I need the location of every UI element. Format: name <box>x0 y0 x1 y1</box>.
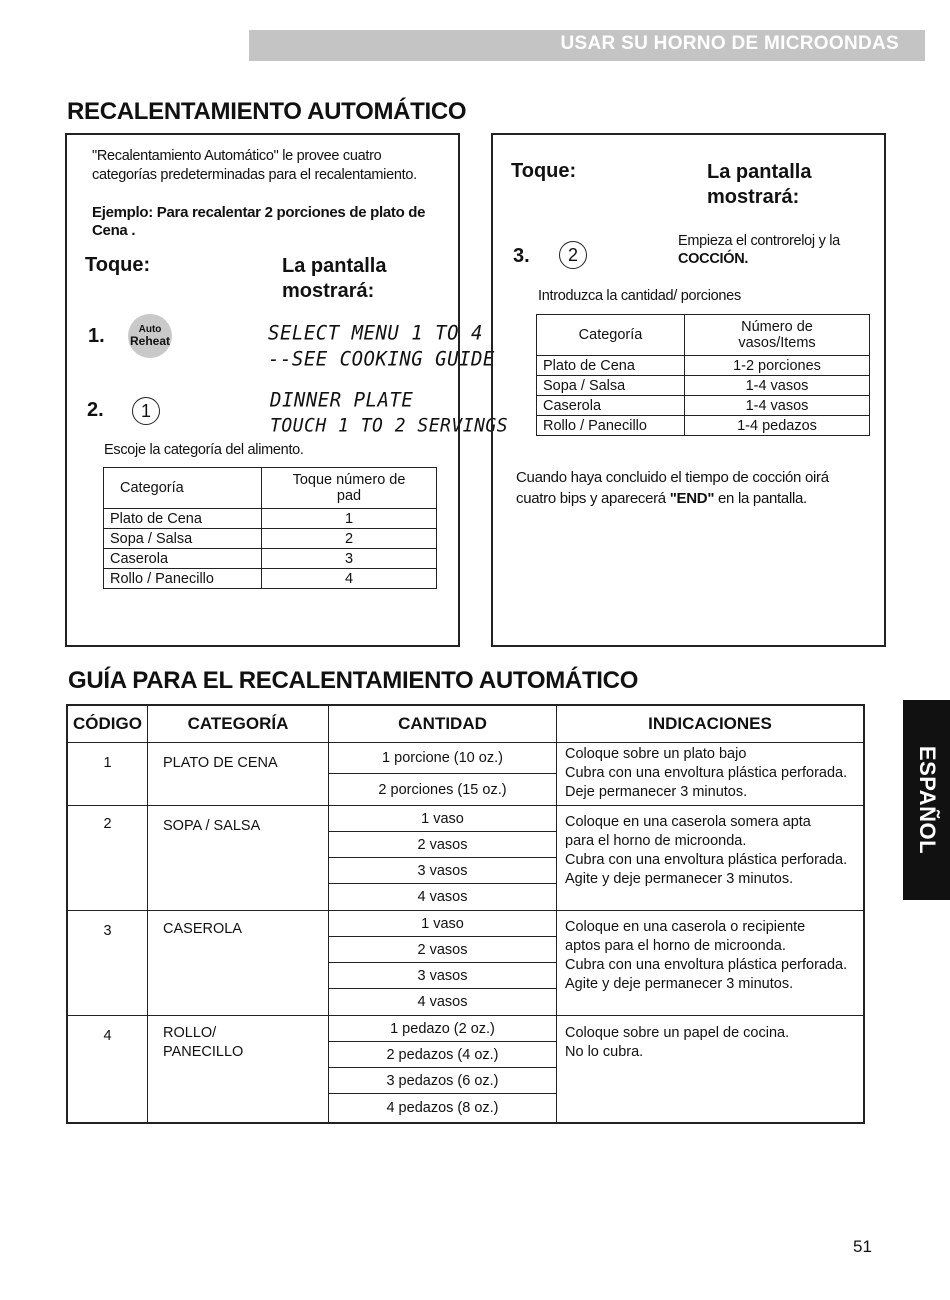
category-line: PANECILLO <box>163 1044 244 1060</box>
display-label: La pantalla mostrará: <box>282 255 387 302</box>
table-row <box>67 1016 864 1042</box>
cell-category <box>148 1016 329 1124</box>
step-3-display <box>678 232 840 268</box>
table-row <box>537 376 870 396</box>
cell-category: Plato de Cena <box>537 356 685 376</box>
category-pad-table <box>103 467 437 589</box>
cell-pad: 3 <box>262 549 437 569</box>
quantity-note: Introduzca la cantidad/ porciones <box>538 288 741 304</box>
table-row <box>537 416 870 436</box>
cell-amount: 4 vasos <box>329 989 557 1016</box>
language-tab-label: ESPAÑOL <box>914 745 940 855</box>
cell-category: SOPA / SALSA <box>148 806 329 911</box>
cell-quantity: 1-4 vasos <box>685 376 870 396</box>
step-3-number: 3. <box>513 245 530 267</box>
cell-pad: 1 <box>262 509 437 529</box>
cell-quantity: 1-4 pedazos <box>685 416 870 436</box>
table-row <box>104 529 437 549</box>
instruction-line: Cubra con una envoltura plástica perforada. <box>565 852 848 868</box>
display-text-coccion: COCCIÓN. <box>678 251 749 267</box>
number-pad-2[interactable]: 2 <box>559 241 587 269</box>
cell-amount: 2 vasos <box>329 832 557 858</box>
quantity-table <box>536 314 870 436</box>
cell-instructions <box>557 743 865 806</box>
cell-category: Sopa / Salsa <box>537 376 685 396</box>
step-1-number: 1. <box>88 325 105 347</box>
table-row <box>537 396 870 416</box>
display-text-timer: Empieza el controreloj y la <box>678 233 840 249</box>
cell-category: CASEROLA <box>148 911 329 1016</box>
display-line-see-guide: --SEE COOKING GUIDE <box>268 347 495 371</box>
number-pad-1[interactable]: 1 <box>132 397 160 425</box>
cell-pad: 2 <box>262 529 437 549</box>
header-categoria: Categoría <box>104 468 262 509</box>
cell-category: Sopa / Salsa <box>104 529 262 549</box>
language-side-tab <box>903 700 950 900</box>
example-text: Ejemplo: Para recalentar 2 porciones de plato de Cena . <box>92 204 426 239</box>
display-line-touch-servings: TOUCH 1 TO 2 SERVINGS <box>270 414 509 437</box>
header-cantidad: CANTIDAD <box>329 705 557 743</box>
cell-amount: 3 pedazos (6 oz.) <box>329 1068 557 1094</box>
table-row <box>104 569 437 589</box>
cell-amount: 4 pedazos (8 oz.) <box>329 1094 557 1124</box>
header-indicaciones: INDICACIONES <box>557 705 865 743</box>
cell-amount: 1 vaso <box>329 806 557 832</box>
table-row <box>67 806 864 832</box>
instruction-line: Agite y deje permanecer 3 minutos. <box>565 871 794 887</box>
table-header-row <box>104 468 437 509</box>
cell-category: Caserola <box>104 549 262 569</box>
cell-quantity: 1-2 porciones <box>685 356 870 376</box>
table-row <box>104 509 437 529</box>
cell-pad: 4 <box>262 569 437 589</box>
cell-amount: 2 porciones (15 oz.) <box>329 774 557 806</box>
cell-code: 2 <box>67 806 148 911</box>
auto-reheat-label-bottom: Reheat <box>129 334 170 348</box>
cell-instructions <box>557 1016 865 1124</box>
touch-label: Toque: <box>85 254 151 276</box>
cell-amount: 1 pedazo (2 oz.) <box>329 1016 557 1042</box>
section-banner <box>249 30 925 61</box>
instruction-line: Agite y deje permanecer 3 minutos. <box>565 976 794 992</box>
table-row <box>67 743 864 774</box>
cell-code: 4 <box>67 1016 148 1124</box>
guide-title: GUÍA PARA EL RECALENTAMIENTO AUTOMÁTICO <box>68 667 639 694</box>
auto-reheat-button[interactable] <box>128 314 172 358</box>
instruction-line: No lo cubra. <box>565 1044 644 1060</box>
instruction-line: Coloque sobre un papel de cocina. <box>565 1025 790 1041</box>
header-numero-vasos: Número de vasos/Items <box>685 315 870 356</box>
cell-amount: 2 vasos <box>329 937 557 963</box>
cell-code: 3 <box>67 911 148 1016</box>
touch-label: Toque: <box>511 160 577 182</box>
cell-category: Rollo / Panecillo <box>104 569 262 589</box>
intro-text: "Recalentamiento Automático" le provee cuatro categorías predeterminadas para el recalentamiento. <box>92 148 417 183</box>
display-label: La pantalla mostrará: <box>707 161 812 208</box>
end-note-end: "END" <box>669 490 715 507</box>
instruction-line: para el horno de microonda. <box>565 833 747 849</box>
end-note-text: Cuando haya concluido el tiempo de cocción oirá cuatro bips y aparecerá <box>516 469 829 507</box>
table-row <box>537 356 870 376</box>
header-codigo: CÓDIGO <box>67 705 148 743</box>
cell-amount: 1 porcione (10 oz.) <box>329 743 557 774</box>
cell-instructions <box>557 806 865 911</box>
cell-category: Plato de Cena <box>104 509 262 529</box>
cell-category: Rollo / Panecillo <box>537 416 685 436</box>
guide-header-row <box>67 705 864 743</box>
cell-amount: 1 vaso <box>329 911 557 937</box>
header-categoria: Categoría <box>537 315 685 356</box>
header-toque-pad: Toque número de pad <box>262 468 437 509</box>
display-line-dinner-plate: DINNER PLATE <box>270 388 414 412</box>
table-row <box>67 911 864 937</box>
end-note-text-2: en la pantalla. <box>718 490 807 507</box>
cell-quantity: 1-4 vasos <box>685 396 870 416</box>
category-line: ROLLO/ <box>163 1025 217 1041</box>
display-line-select-menu: SELECT MENU 1 TO 4 <box>268 321 483 345</box>
step-2-number: 2. <box>87 399 104 421</box>
instruction-line: Cubra con una envoltura plástica perforada. <box>565 957 848 973</box>
instruction-line: Deje permanecer 3 minutos. <box>565 784 748 800</box>
end-note <box>516 467 871 509</box>
instruction-line: Cubra con una envoltura plástica perforada. <box>565 765 848 781</box>
table-row <box>104 549 437 569</box>
cell-instructions <box>557 911 865 1016</box>
cell-category: Caserola <box>537 396 685 416</box>
section-title: RECALENTAMIENTO AUTOMÁTICO <box>67 98 467 125</box>
cell-code: 1 <box>67 743 148 806</box>
cell-amount: 4 vasos <box>329 884 557 911</box>
instruction-line: Coloque en una caserola o recipiente <box>565 919 806 935</box>
instruction-line: Coloque en una caserola somera apta <box>565 814 811 830</box>
cell-amount: 3 vasos <box>329 963 557 989</box>
instruction-line: Coloque sobre un plato bajo <box>565 746 747 762</box>
instruction-line: aptos para el horno de microonda. <box>565 938 786 954</box>
category-note: Escoje la categoría del alimento. <box>104 442 304 458</box>
reheat-guide-table <box>66 704 865 1124</box>
cell-category: PLATO DE CENA <box>148 743 329 806</box>
banner-text: USAR SU HORNO DE MICROONDAS <box>560 33 899 54</box>
cell-amount: 2 pedazos (4 oz.) <box>329 1042 557 1068</box>
header-categoria: CATEGORÍA <box>148 705 329 743</box>
cell-amount: 3 vasos <box>329 858 557 884</box>
page-number: 51 <box>853 1237 872 1256</box>
auto-reheat-label-top: Auto <box>138 324 162 335</box>
table-header-row <box>537 315 870 356</box>
